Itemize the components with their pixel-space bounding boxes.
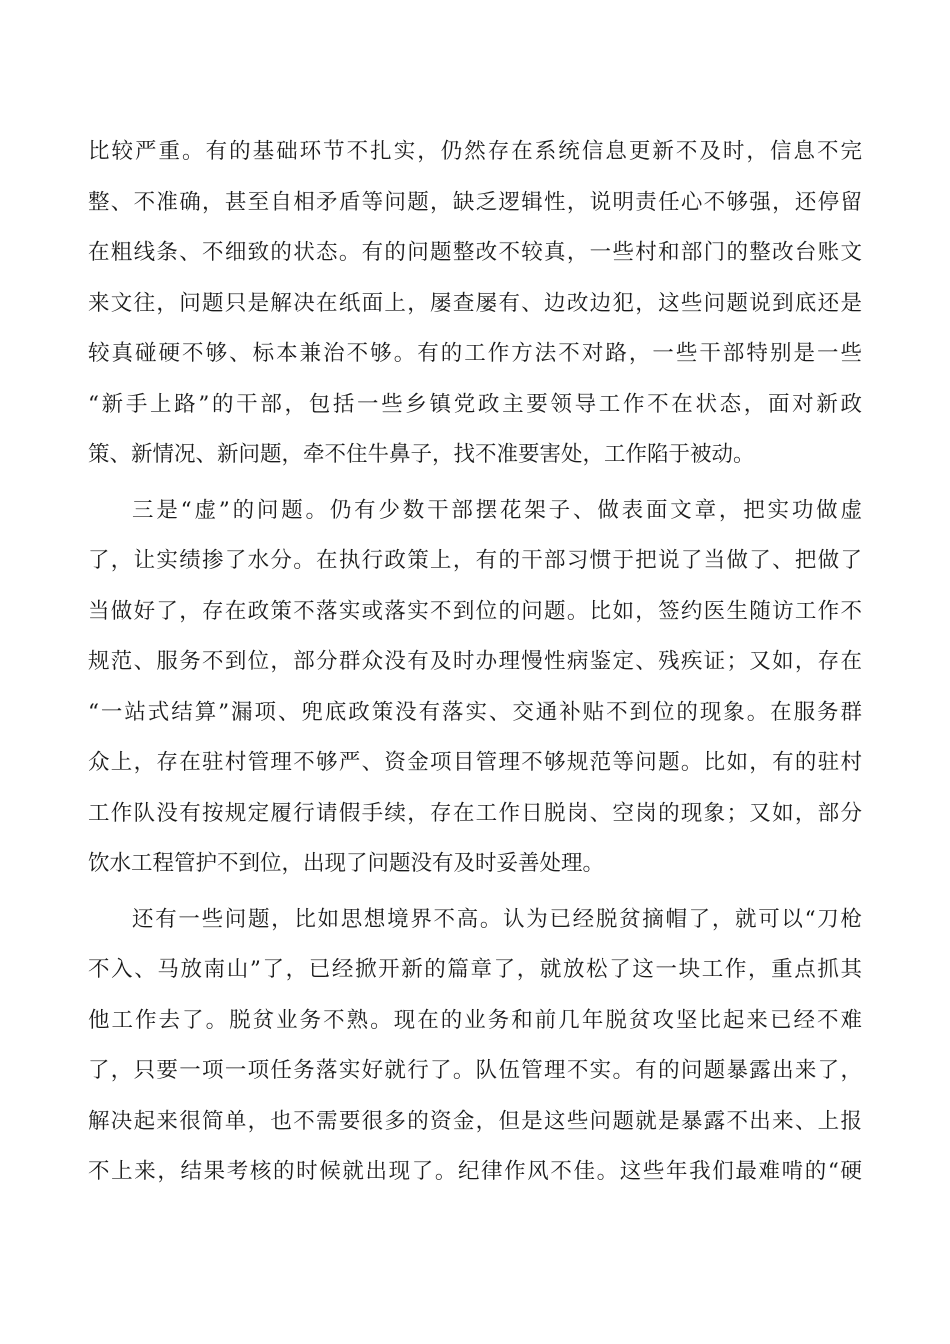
paragraph (88, 895, 862, 1198)
text-line: 当做好了，存在政策不落实或落实不到位的问题。比如，签约医生随访工作不 (88, 598, 862, 624)
text-line: 工作队没有按规定履行请假手续，存在工作日脱岗、空岗的现象；又如，部分 (88, 800, 862, 826)
text-line: “新手上路”的干部，包括一些乡镇党政主要领导工作不在状态，面对新政 (88, 391, 862, 417)
text-line: 比较严重。有的基础环节不扎实，仍然存在系统信息更新不及时，信息不完 (88, 139, 862, 164)
text-line: 他工作去了。脱贫业务不熟。现在的业务和前几年脱贫攻坚比起来已经不难 (88, 1007, 862, 1033)
text-line: “一站式结算”漏项、兜底政策没有落实、交通补贴不到位的现象。在服务群 (88, 699, 862, 725)
text-line: 在粗线条、不细致的状态。有的问题整改不较真，一些村和部门的整改台账文 (88, 240, 862, 265)
paragraph (88, 486, 862, 890)
text-line: 较真碰硬不够、标本兼治不够。有的工作方法不对路，一些干部特别是一些 (88, 341, 862, 366)
text-line: 了，让实绩掺了水分。在执行政策上，有的干部习惯于把说了当做了、把做了 (88, 548, 862, 573)
text-line: 了，只要一项一项任务落实好就行了。队伍管理不实。有的问题暴露出来了， (88, 1058, 862, 1083)
text-line: 来文往，问题只是解决在纸面上，屡查屡有、边改边犯，这些问题说到底还是 (88, 290, 862, 316)
text-line: 解决起来很简单，也不需要很多的资金，但是这些问题就是暴露不出来、上报 (88, 1108, 862, 1134)
text-line: 三是“虚”的问题。仍有少数干部摆花架子、做表面文章，把实功做虚 (132, 497, 862, 523)
text-line: 策、新情况、新问题，牵不住牛鼻子，找不准要害处，工作陷于被动。 (88, 442, 755, 467)
text-line: 不入、马放南山”了，已经掀开新的篇章了，就放松了这一块工作，重点抓其 (88, 957, 862, 982)
text-line: 不上来，结果考核的时候就出现了。纪律作风不佳。这些年我们最难啃的“硬 (88, 1159, 862, 1184)
text-line: 整、不准确，甚至自相矛盾等问题，缺乏逻辑性，说明责任心不够强，还停留 (88, 189, 862, 215)
paragraph (88, 127, 862, 481)
text-line: 饮水工程管护不到位，出现了问题没有及时妥善处理。 (88, 851, 605, 876)
text-line: 众上，存在驻村管理不够严、资金项目管理不够规范等问题。比如，有的驻村 (88, 750, 862, 775)
text-line: 还有一些问题，比如思想境界不高。认为已经脱贫摘帽了，就可以“刀枪 (132, 906, 862, 932)
document-body (88, 127, 862, 1198)
text-line: 规范、服务不到位，部分群众没有及时办理慢性病鉴定、残疾证；又如，存在 (88, 649, 862, 674)
